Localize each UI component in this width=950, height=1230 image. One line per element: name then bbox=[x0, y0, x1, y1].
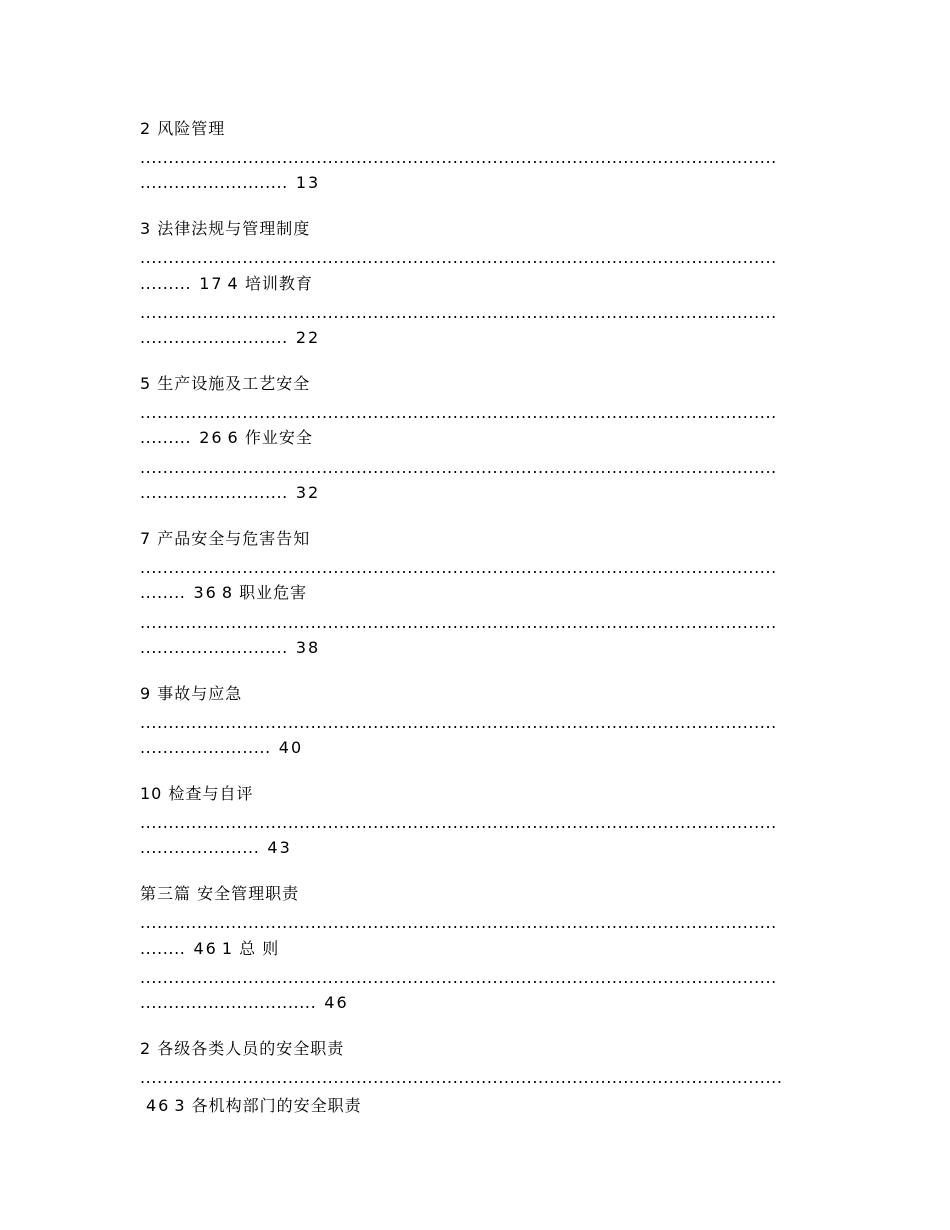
toc-leader-dots: .......................... bbox=[140, 483, 288, 502]
toc-entry-title: 第三篇 安全管理职责 bbox=[140, 884, 300, 903]
toc-page-number[interactable]: 32 bbox=[295, 483, 321, 502]
toc-leader-dots: ................................................................................................................ bbox=[140, 558, 777, 577]
toc-entry-title: 4 培训教育 bbox=[227, 274, 313, 293]
toc-entry-title: 3 各机构部门的安全职责 bbox=[174, 1096, 362, 1115]
toc-leader-dots: ................................................................................................................ bbox=[140, 613, 777, 632]
toc-page-number[interactable]: 13 bbox=[295, 173, 321, 192]
toc-leader-dots: ................................................................................................................. bbox=[140, 1068, 783, 1087]
toc-leader-dots: ..................... bbox=[140, 838, 260, 857]
toc-entry-title: 9 事故与应急 bbox=[140, 684, 243, 703]
toc-leader-dots: ................................................................................................................ bbox=[140, 458, 777, 477]
toc-leader-dots: ................................................................................................................ bbox=[140, 813, 777, 832]
toc-page-number[interactable]: 26 bbox=[199, 428, 224, 447]
toc-leader-dots: ................................................................................................................ bbox=[140, 713, 777, 732]
toc-entry-tail bbox=[140, 939, 279, 959]
toc-entry-title: 7 产品安全与危害告知 bbox=[140, 529, 311, 548]
toc-entry-tail bbox=[140, 274, 313, 294]
toc-page-number[interactable]: 22 bbox=[295, 328, 321, 347]
toc-entry-tail bbox=[140, 483, 320, 503]
toc-entry-title: 8 职业危害 bbox=[221, 583, 308, 602]
toc-leader-dots: ....................... bbox=[140, 738, 271, 757]
toc-entry-title: 2 各级各类人员的安全职责 bbox=[140, 1039, 345, 1058]
toc-entry-tail bbox=[140, 638, 320, 658]
toc-entry-title: 2 风险管理 bbox=[140, 119, 226, 138]
toc-leader-dots: .......................... bbox=[140, 638, 288, 657]
toc-leader-dots: ............................... bbox=[140, 993, 317, 1012]
toc-leader-dots: ................................................................................................................ bbox=[140, 403, 777, 422]
toc-leader-dots: ......... bbox=[140, 428, 192, 447]
toc-leader-dots: ................................................................................................................ bbox=[140, 148, 777, 167]
toc-leader-dots: ................................................................................................................ bbox=[140, 248, 777, 267]
toc-entry-tail bbox=[140, 173, 320, 193]
toc-page-number[interactable]: 17 bbox=[199, 274, 224, 293]
toc-entry-title: 1 总 则 bbox=[221, 939, 280, 958]
toc-page-number[interactable]: 46 bbox=[193, 939, 218, 958]
toc-entry-title: 6 作业安全 bbox=[227, 428, 313, 447]
toc-leader-dots: ........ bbox=[140, 583, 186, 602]
toc-entry-tail bbox=[140, 838, 292, 858]
toc-page-number[interactable]: 40 bbox=[278, 738, 304, 757]
toc-page-number[interactable]: 38 bbox=[295, 638, 321, 657]
toc-page-number[interactable]: 36 bbox=[193, 583, 218, 602]
toc-entry-title: 10 检查与自评 bbox=[140, 784, 254, 803]
toc-page-number[interactable]: 43 bbox=[267, 838, 292, 857]
toc-page-number[interactable]: 46 bbox=[324, 993, 349, 1012]
toc-leader-dots: ........ bbox=[140, 939, 186, 958]
toc-entry-title: 3 法律法规与管理制度 bbox=[140, 219, 311, 238]
toc-entry-title: 5 生产设施及工艺安全 bbox=[140, 374, 311, 393]
toc-leader-dots: ................................................................................................................ bbox=[140, 913, 777, 932]
toc-entry-tail bbox=[140, 428, 313, 448]
toc-entry-tail bbox=[140, 1096, 362, 1116]
toc-leader-dots: ................................................................................................................ bbox=[140, 303, 777, 322]
toc-leader-dots: ................................................................................................................ bbox=[140, 968, 777, 987]
toc-entry-tail bbox=[140, 328, 320, 348]
toc-entry-tail bbox=[140, 993, 349, 1013]
toc-leader-dots: .......................... bbox=[140, 173, 288, 192]
toc-entry-tail bbox=[140, 583, 307, 603]
toc-leader-dots: ......... bbox=[140, 274, 192, 293]
toc-page-number[interactable]: 46 bbox=[146, 1096, 171, 1115]
toc-leader-dots: .......................... bbox=[140, 328, 288, 347]
toc-entry-tail bbox=[140, 738, 303, 758]
